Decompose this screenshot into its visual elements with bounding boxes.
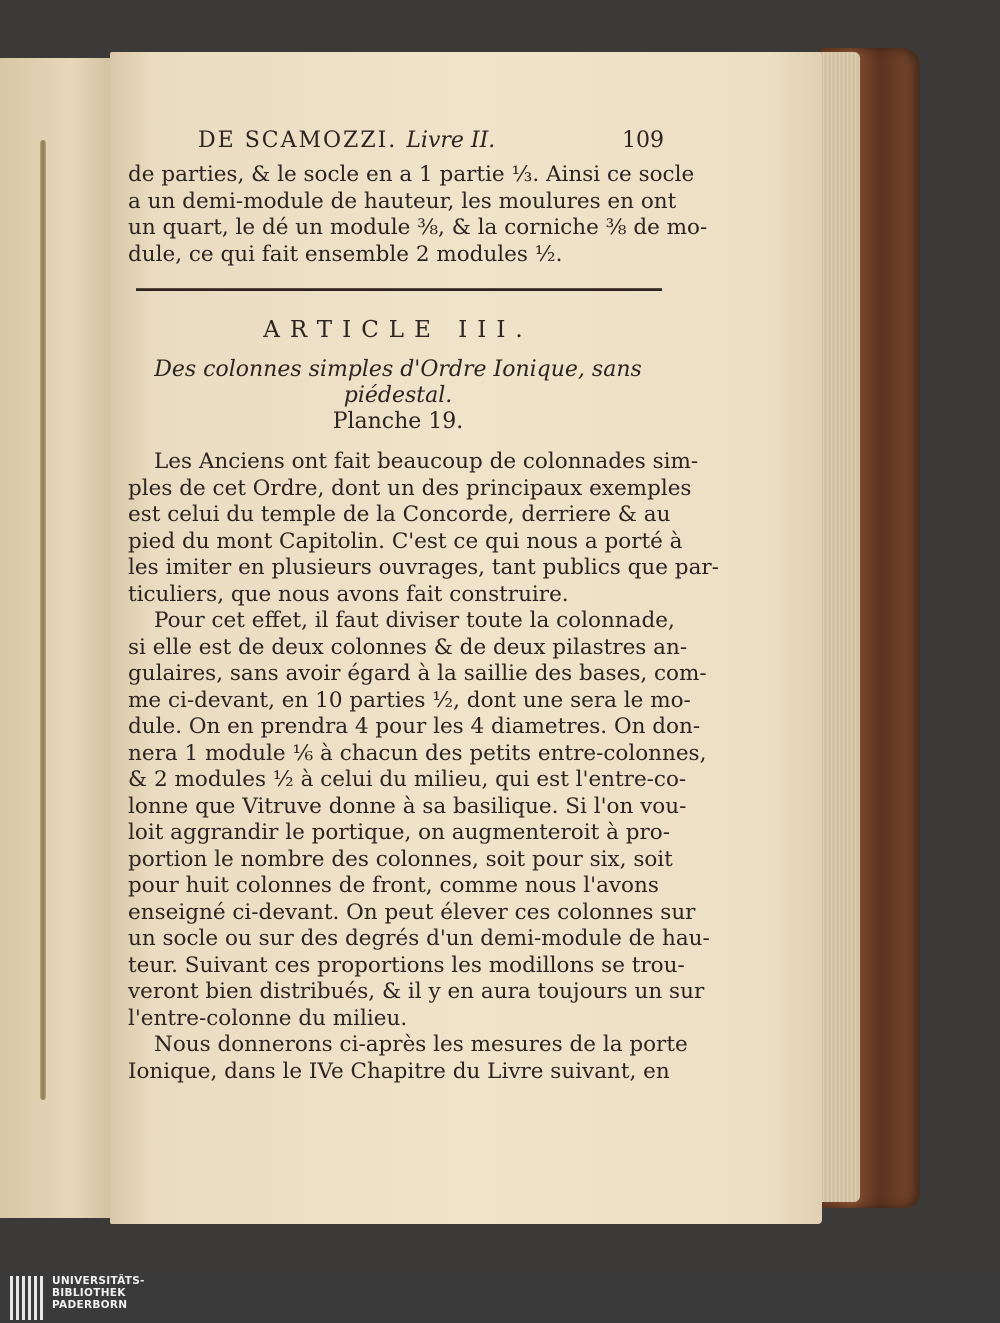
page-number: 109 [622, 128, 664, 153]
text-line: & 2 modules ½ à celui du milieu, qui est l'entre-co- [128, 767, 687, 792]
page-text-block [128, 118, 719, 1085]
library-logo-icon [10, 1276, 44, 1320]
library-logo[interactable] [52, 1275, 145, 1311]
logo-line: PADERBORN [52, 1299, 128, 1311]
planche-reference: Planche 19. [332, 409, 464, 434]
text-line: un socle ou sur des degrés d'un demi-module de hau- [128, 926, 710, 951]
book-gutter [40, 140, 46, 1100]
text-line: gulaires, sans avoir égard à la saillie des bases, com- [128, 661, 707, 686]
text-line: est celui du temple de la Concorde, derriere & au [128, 502, 671, 527]
running-head-title: DE SCAMOZZI. Livre II. [198, 128, 496, 153]
text-line: veront bien distribués, & il y en aura toujours un sur [128, 979, 705, 1004]
text-line: Nous donnerons ci-après les mesures de la porte [154, 1032, 688, 1057]
text-line: si elle est de deux colonnes & de deux pilastres an- [128, 634, 688, 660]
text-line: pied du mont Capitolin. C'est ce qui nous a porté à [128, 528, 683, 554]
article-subtitle: Des colonnes simples d'Ordre Ionique, sans piédestal. [154, 357, 642, 408]
logo-line: BIBLIOTHEK [52, 1287, 126, 1299]
text-line: de parties, & le socle en a 1 partie ⅓. Ainsi ce socle [128, 162, 695, 187]
logo-line: UNIVERSITÄTS- [52, 1275, 145, 1287]
text-line: Pour cet effet, il faut diviser toute la colonnade, [154, 608, 675, 633]
text-line: Les Anciens ont fait beaucoup de colonnades sim- [154, 449, 699, 474]
text-line: un quart, le dé un module ⅜, & la corniche ⅜ de mo- [128, 215, 708, 240]
text-line: lonne que Vitruve donne à sa basilique. Si l'on vou- [128, 793, 687, 819]
intro-paragraph [128, 162, 708, 268]
article-body [128, 449, 719, 1085]
text-line: loit aggrandir le portique, on augmenteroit à pro- [128, 820, 670, 845]
text-line: teur. Suivant ces proportions les modillons se trou- [128, 952, 685, 978]
text-line: dule, ce qui fait ensemble 2 modules ½. [128, 241, 563, 267]
paragraph-3 [128, 1032, 688, 1085]
text-line: l'entre-colonne du milieu. [128, 1005, 408, 1031]
paragraph-1 [128, 449, 719, 608]
text-line: me ci-devant, en 10 parties ½, dont une sera le mo- [128, 687, 691, 713]
running-head [128, 118, 668, 162]
text-line: dule. On en prendra 4 pour les 4 diametres. On don- [128, 714, 701, 739]
text-line: nera 1 module ⅙ à chacun des petits entre-colonnes, [128, 740, 707, 766]
text-line: pour huit colonnes de front, comme nous l'avons [128, 873, 659, 898]
article-heading: ARTICLE III. [263, 317, 533, 343]
text-line: a un demi-module de hauteur, les moulures en ont [128, 188, 677, 214]
text-line: Ionique, dans le IVe Chapitre du Livre suivant, en [128, 1058, 670, 1084]
footer-bar [0, 1272, 1000, 1323]
text-line: les imiter en plusieurs ouvrages, tant publics que par- [128, 555, 719, 580]
left-page [0, 58, 120, 1218]
text-line: portion le nombre des colonnes, soit pour six, soit [128, 846, 673, 872]
text-line: ples de cet Ordre, dont un des principaux exemples [128, 475, 692, 501]
paragraph-2 [128, 608, 710, 1032]
text-line: ticuliers, que nous avons fait construire. [128, 581, 569, 607]
text-line: enseigné ci-devant. On peut élever ces colonnes sur [128, 899, 696, 925]
section-rule [136, 288, 662, 291]
